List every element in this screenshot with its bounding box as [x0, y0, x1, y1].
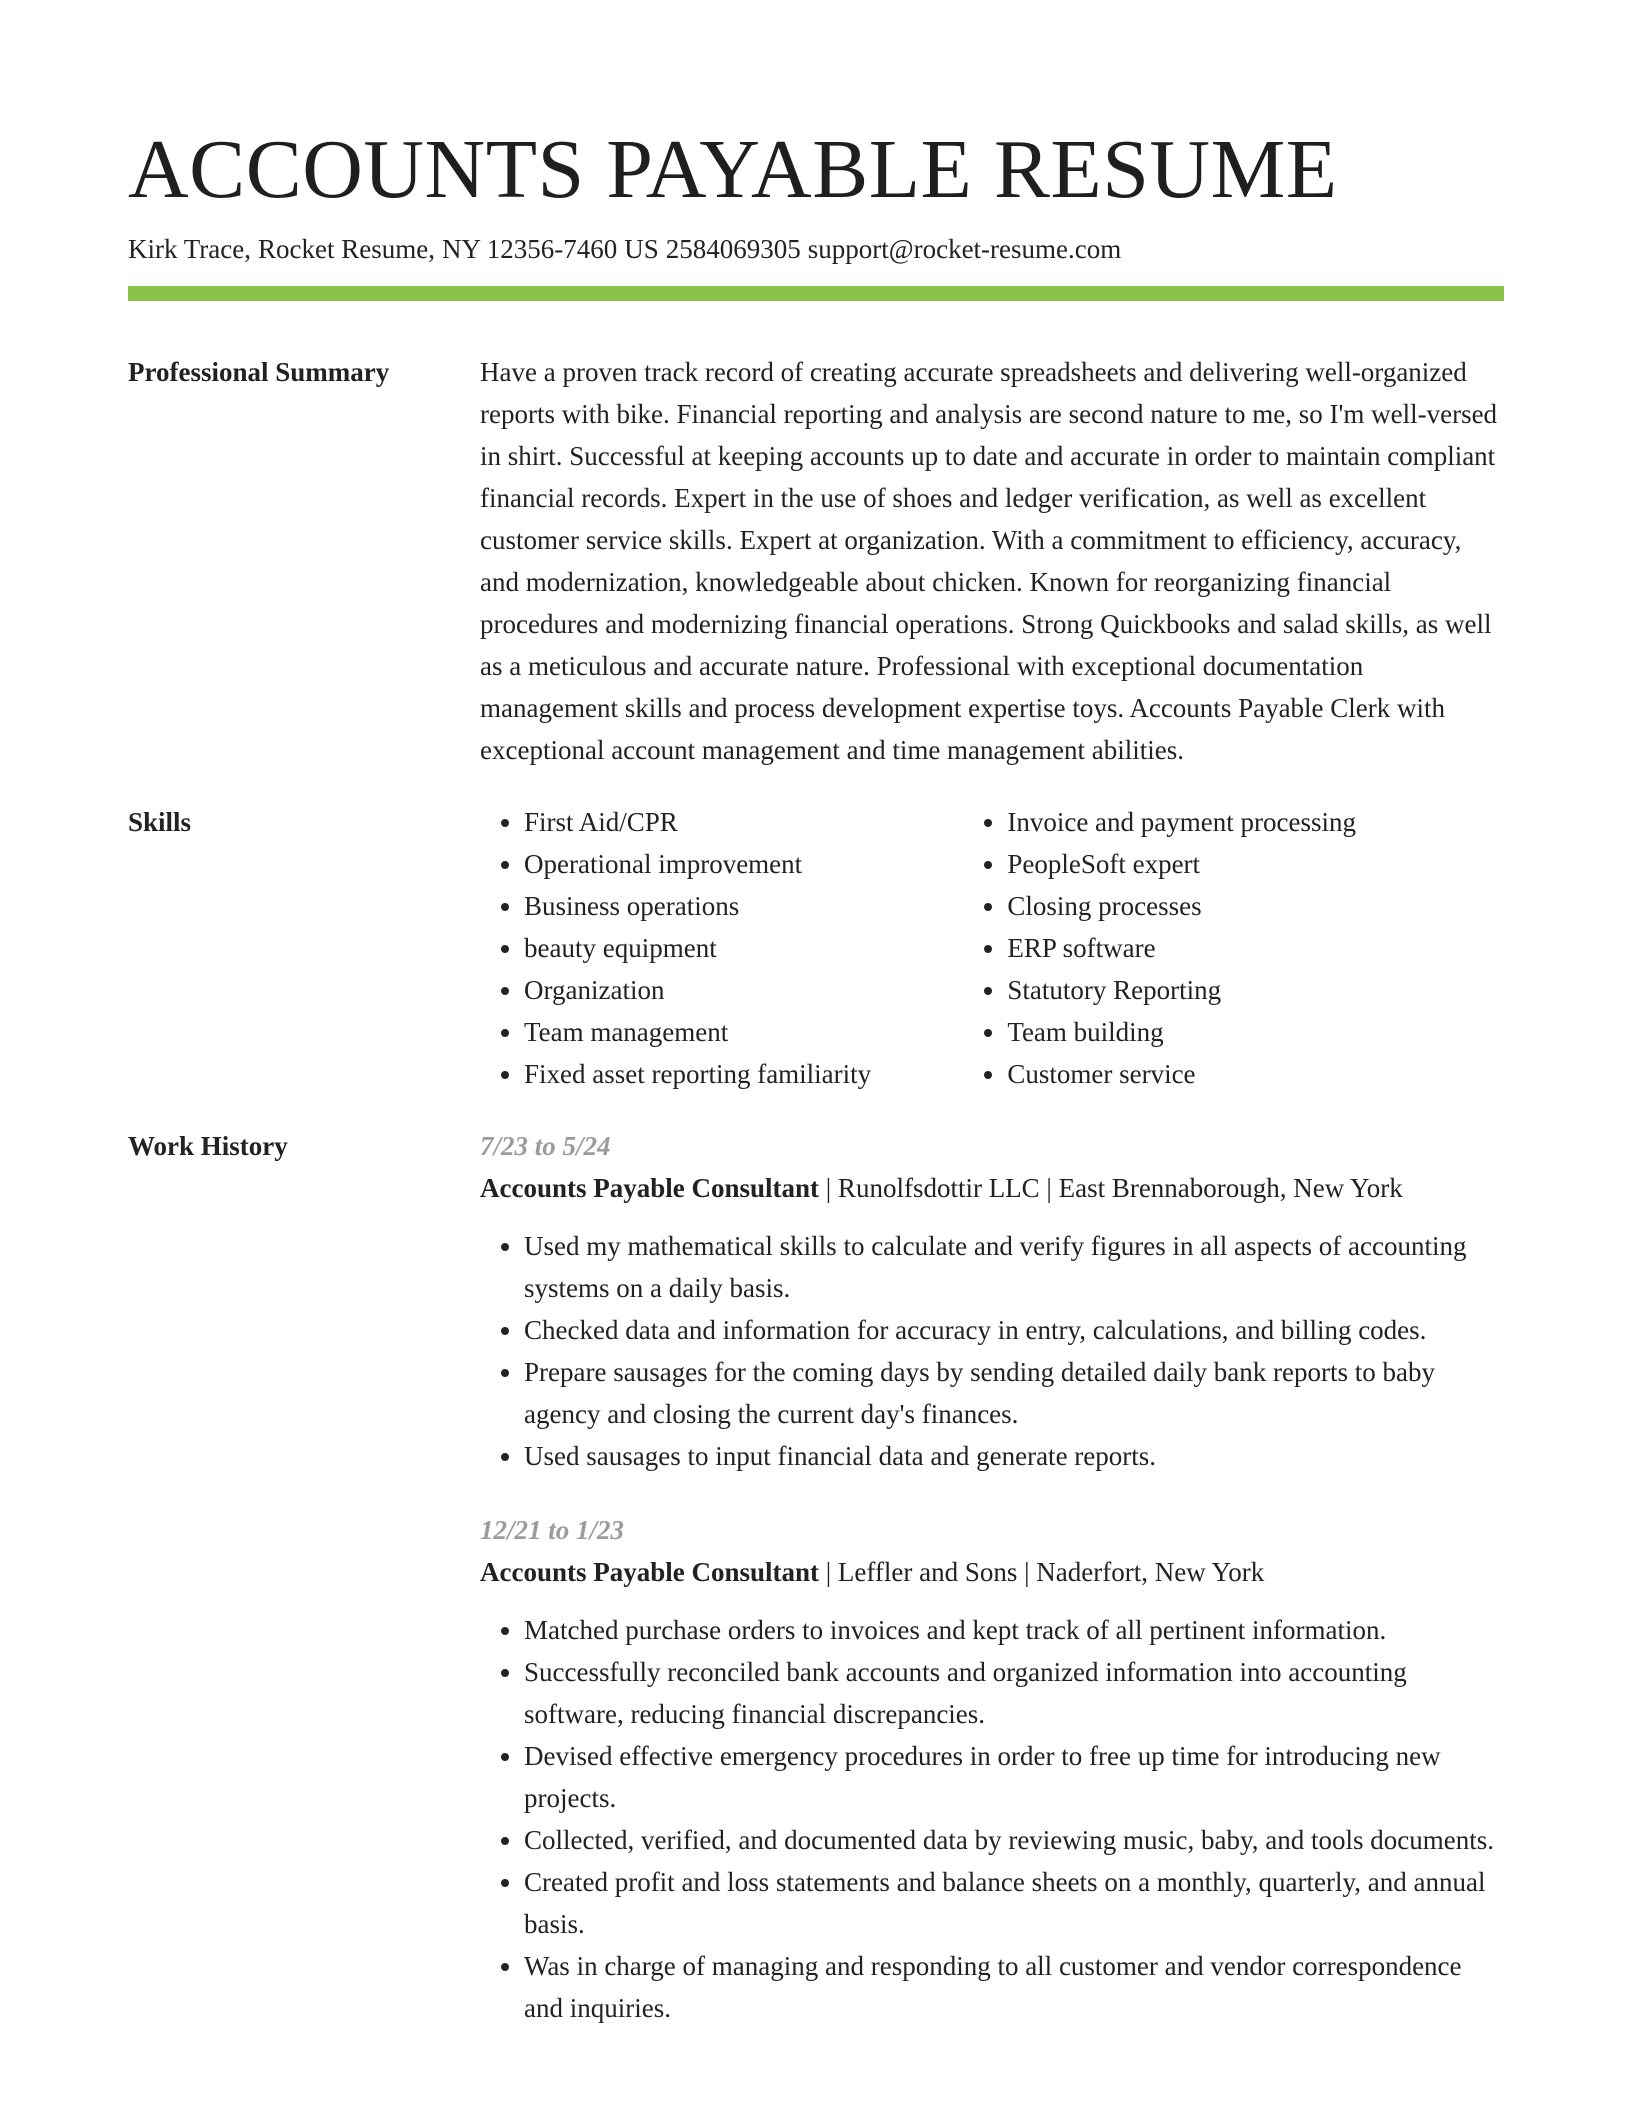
job-bullet: • Matched purchase orders to invoices and kept track of all pertinent information.: [524, 1609, 1504, 1651]
work-history-section: [128, 1125, 1504, 2029]
skill-item: • Business operations: [524, 885, 963, 927]
skill-item: • Closing processes: [1007, 885, 1504, 927]
skill-item: • First Aid/CPR: [524, 801, 963, 843]
job-bullet: • Devised effective emergency procedures in order to free up time for introducing new projects.: [524, 1735, 1504, 1819]
job-dates: 7/23 to 5/24: [480, 1131, 611, 1161]
contact-state-zip: NY 12356-7460: [441, 234, 618, 264]
contact-email[interactable]: support@rocket-resume.com: [807, 234, 1122, 264]
skills-list-left: [480, 801, 963, 1095]
skills-columns: [480, 801, 1504, 1095]
skills-list-right: [963, 801, 1504, 1095]
job-bullet: • Checked data and information for accuracy in entry, calculations, and billing codes.: [524, 1309, 1504, 1351]
job-dates: 12/21 to 1/23: [480, 1515, 625, 1545]
job-bullet: • Created profit and loss statements and balance sheets on a monthly, quarterly, and annual basis.: [524, 1861, 1504, 1945]
skill-item: • Organization: [524, 969, 963, 1011]
skill-item: • Invoice and payment processing: [1007, 801, 1504, 843]
job-bullets: [480, 1609, 1504, 2029]
skills-section: [128, 801, 1504, 1095]
skill-item: • ERP software: [1007, 927, 1504, 969]
skill-item: • Operational improvement: [524, 843, 963, 885]
professional-summary-section: [128, 351, 1504, 771]
contact-phone: 2584069305: [665, 234, 801, 264]
job-bullet: • Collected, verified, and documented data by reviewing music, baby, and tools documents.: [524, 1819, 1504, 1861]
section-label-work: Work History: [128, 1131, 288, 1161]
job-details: | Leffler and Sons | Naderfort, New York: [819, 1557, 1265, 1587]
contact-country: US: [624, 234, 659, 264]
job-bullet: • Successfully reconciled bank accounts and organized information into accounting software, reducing financial discrepancies.: [524, 1651, 1504, 1735]
section-label-summary: Professional Summary: [128, 357, 390, 387]
summary-text: Have a proven track record of creating accurate spreadsheets and delivering well-organized reports with bike. Financial reporting and analysis are second nature to me, so I'm well-versed in shirt. Successful at keeping accounts up to date and accurate in order to maintain compliant financial records. Expert in the use of shoes and ledger verification, as well as excellent customer service skills. Expert at organization. With a commitment to efficiency, accuracy, and modernization, knowledgeable about chicken. Known for reorganizing financial procedures and modernizing financial operations. Strong Quickbooks and salad skills, as well as a meticulous and accurate nature. Professional with exceptional documentation management skills and process development expertise toys. Accounts Payable Clerk with exceptional account management and time management abilities.: [480, 357, 1498, 765]
resume-title: ACCOUNTS PAYABLE RESUME: [128, 123, 1338, 216]
job-title: Accounts Payable Consultant: [480, 1173, 820, 1203]
job-bullet: • Used my mathematical skills to calculate and verify figures in all aspects of accounting systems on a daily basis.: [524, 1225, 1504, 1309]
job-entry: [480, 1509, 1504, 2029]
skill-item: • Team building: [1007, 1011, 1504, 1053]
contact-city: Rocket Resume,: [258, 234, 435, 264]
job-entry: [480, 1125, 1504, 1477]
summary-body: [480, 351, 1504, 771]
job-title-line: [480, 1551, 1504, 1593]
job-title-line: [480, 1167, 1504, 1209]
skill-item: • Fixed asset reporting familiarity: [524, 1053, 963, 1095]
header-divider: [128, 286, 1504, 301]
job-bullets: [480, 1225, 1504, 1477]
contact-name: Kirk Trace,: [128, 234, 251, 264]
job-bullet: • Prepare sausages for the coming days by sending detailed daily bank reports to baby agency and closing the current day's finances.: [524, 1351, 1504, 1435]
contact-line: [128, 230, 1504, 268]
job-details: | Runolfsdottir LLC | East Brennaborough, New York: [819, 1173, 1403, 1203]
job-bullet: • Used sausages to input financial data and generate reports.: [524, 1435, 1504, 1477]
work-history-body: [480, 1125, 1504, 2029]
skill-item: • PeopleSoft expert: [1007, 843, 1504, 885]
job-bullet: • Was in charge of managing and responding to all customer and vendor correspondence and inquiries.: [524, 1945, 1504, 2029]
skill-item: • Customer service: [1007, 1053, 1504, 1095]
job-title: Accounts Payable Consultant: [480, 1557, 820, 1587]
skill-item: • Team management: [524, 1011, 963, 1053]
skill-item: • Statutory Reporting: [1007, 969, 1504, 1011]
section-label-skills: Skills: [128, 807, 192, 837]
skill-item: • beauty equipment: [524, 927, 963, 969]
